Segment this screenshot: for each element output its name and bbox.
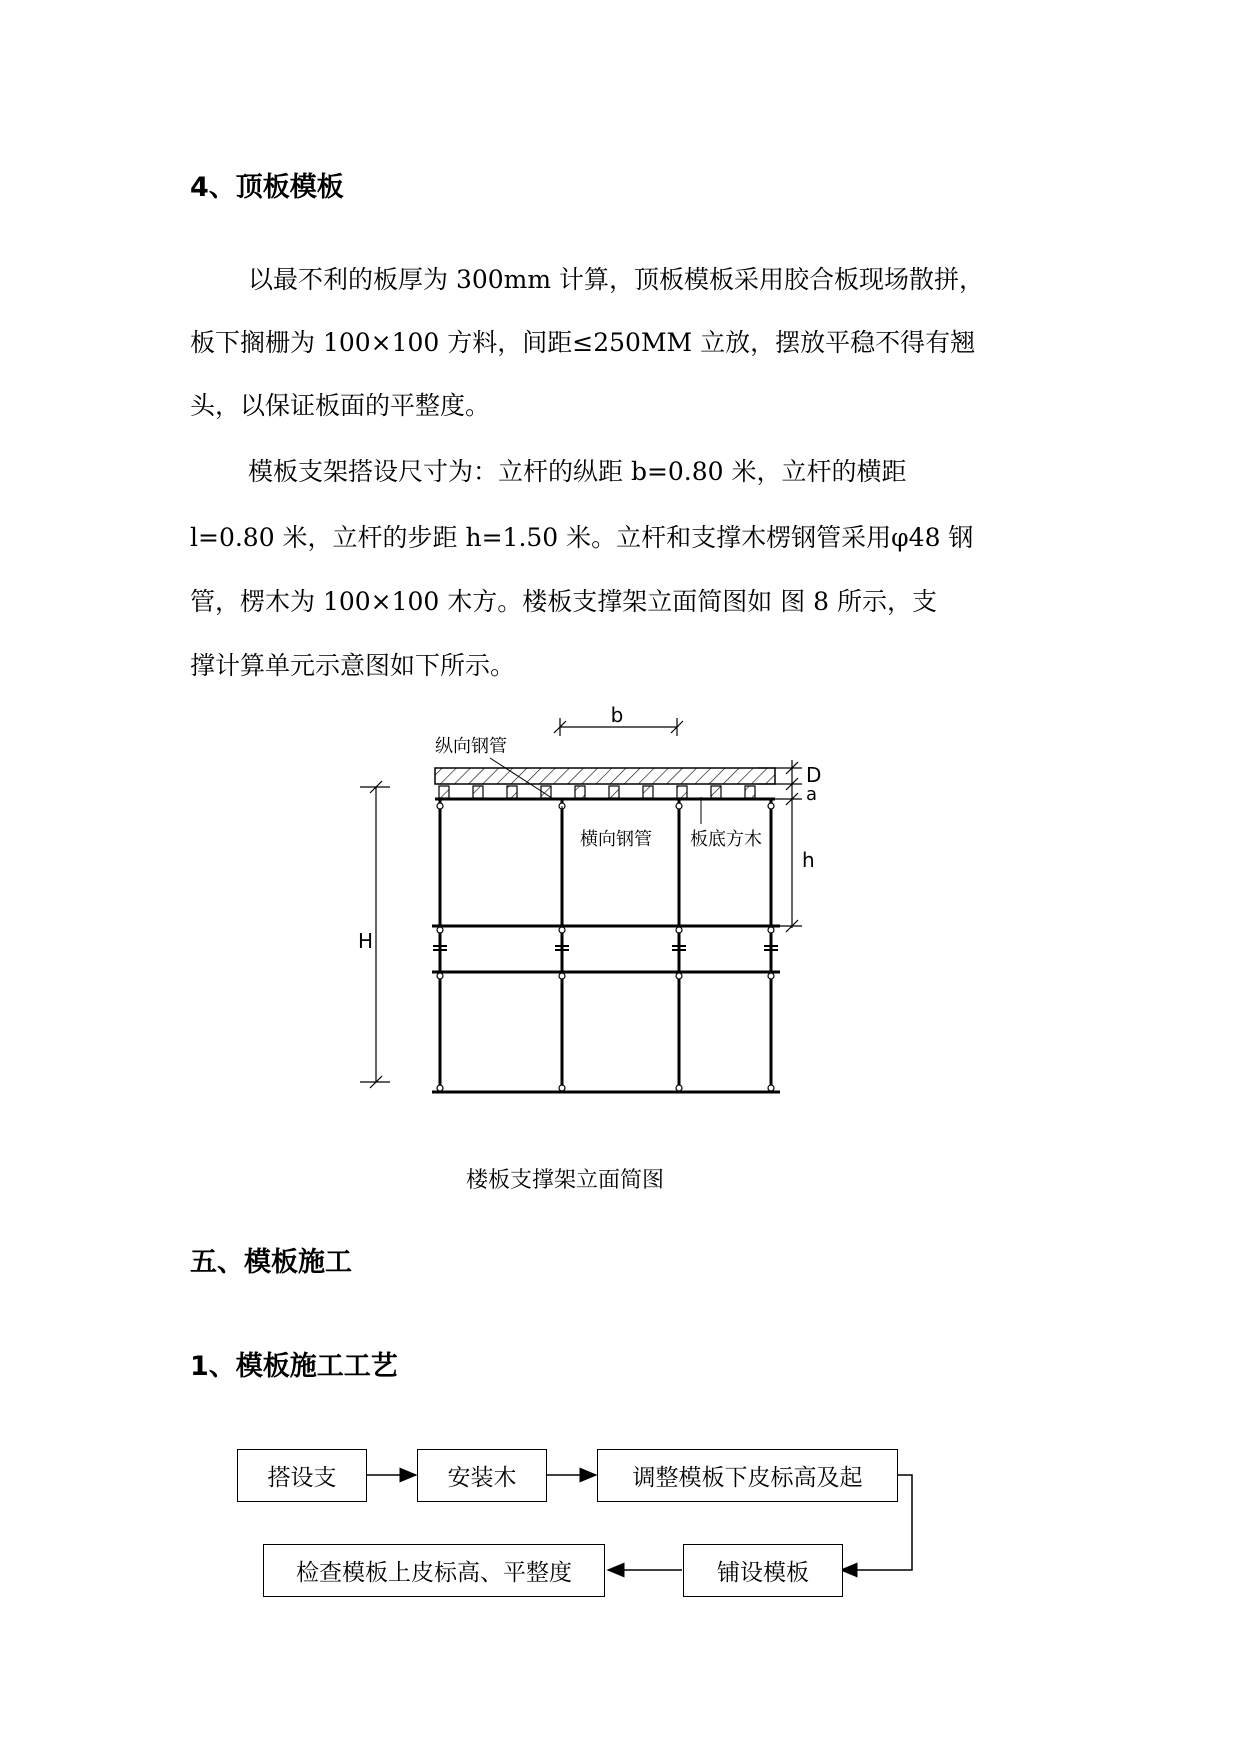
section-heading-5: 五、模板施工 (190, 1247, 352, 1278)
flow-step-4 (683, 1544, 843, 1597)
flow-step-3 (597, 1449, 898, 1502)
section-heading-5-1: 1、模板施工工艺 (190, 1351, 398, 1382)
paragraph-line: 板下搁栅为 100×100 方料，间距≤250MM 立放，摆放平稳不得有翘 (190, 328, 976, 357)
label-longitudinal-pipe: 纵向钢管 (435, 736, 507, 757)
label-D: D (806, 763, 822, 787)
label-board-bottom-timber: 板底方木 (690, 829, 762, 850)
figure-caption: 楼板支撑架立面简图 (466, 1168, 665, 1193)
label-H: H (358, 929, 374, 953)
label-transverse-pipe: 横向钢管 (580, 829, 652, 850)
paragraph-line: 以最不利的板厚为 300mm 计算，顶板模板采用胶合板现场散拼， (248, 265, 985, 294)
flow-step-5-label: 检查模板上皮标高、平整度 (296, 1560, 572, 1586)
horizontal-pipes (432, 926, 780, 1092)
slab (435, 768, 775, 784)
flow-step-1-label: 搭设支 (267, 1465, 337, 1491)
flow-step-2-label: 安装木 (447, 1465, 517, 1491)
paragraph-line: 头，以保证板面的平整度。 (190, 391, 491, 420)
paragraph-line: l=0.80 米，立杆的步距 h=1.50 米。立杆和支撑木楞钢管采用φ48 钢 (190, 523, 974, 552)
flow-step-5 (263, 1544, 605, 1597)
dimension-b (554, 703, 683, 736)
board-bottom-timbers (439, 786, 755, 798)
support-frame-diagram (340, 700, 940, 1120)
label-h: h (802, 848, 815, 872)
flow-step-4-label: 铺设模板 (717, 1560, 809, 1586)
label-a: a (806, 784, 818, 805)
flow-step-1 (237, 1449, 367, 1502)
paragraph-line: 管，楞木为 100×100 木方。楼板支撑架立面简图如 图 8 所示，支 (190, 587, 938, 616)
post-splices (433, 946, 778, 950)
flow-step-3-label: 调整模板下皮标高及起 (632, 1465, 863, 1491)
section-heading-4: 4、顶板模板 (190, 172, 344, 203)
label-b: b (610, 703, 624, 727)
flow-step-2 (417, 1449, 547, 1502)
paragraph-line: 撑计算单元示意图如下所示。 (190, 651, 516, 680)
paragraph-line: 模板支架搭设尺寸为：立杆的纵距 b=0.80 米，立杆的横距 (248, 457, 907, 486)
